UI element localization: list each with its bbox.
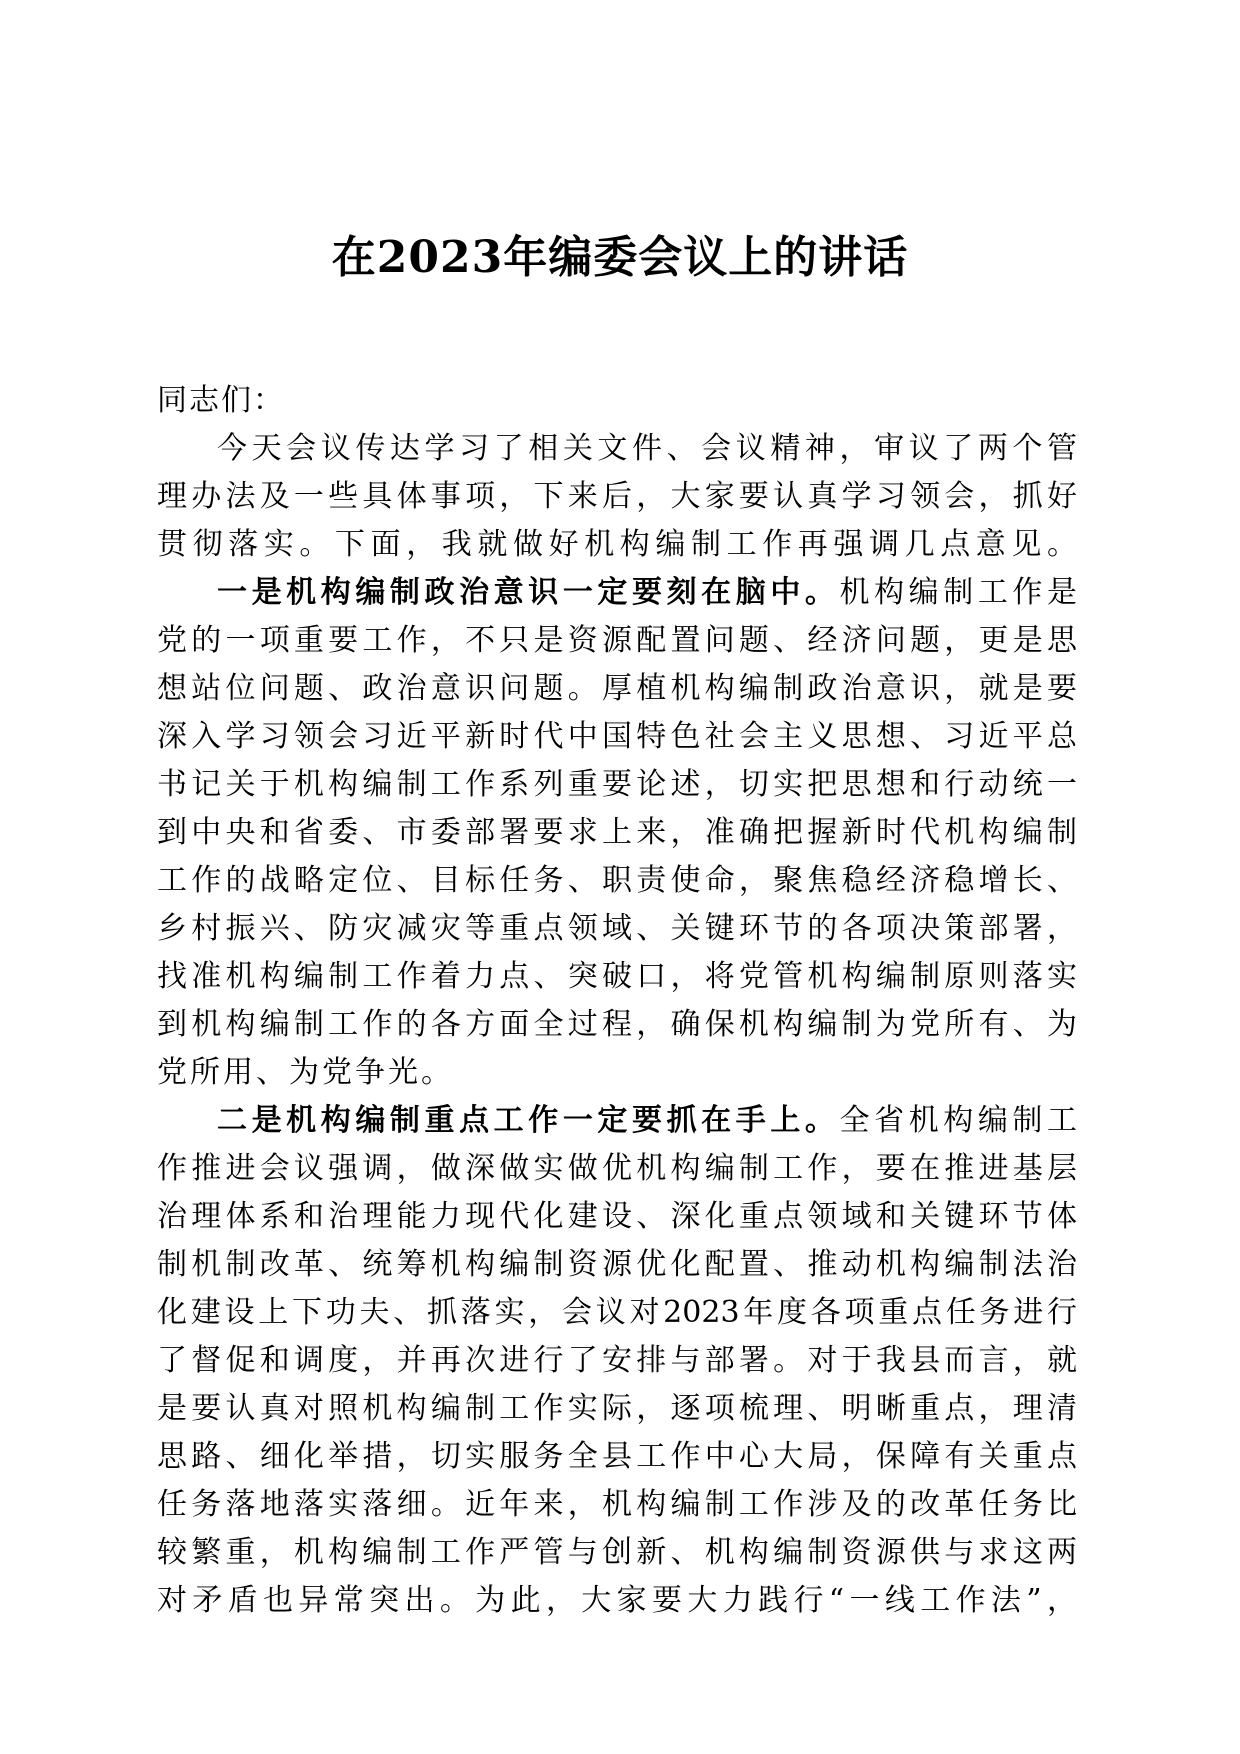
paragraph-2-line-7: 工作的战略定位、目标任务、职责使命，聚焦稳经济稳增长、 [157,863,1077,898]
paragraph-2-first-line-rest: 机构编制工作是 [839,575,1077,610]
paragraph-2-line-5: 书记关于机构编制工作系列重要论述，切实把思想和行动统一 [157,767,1077,802]
paragraph-3-line-8: 思路、细化举措，切实服务全县工作中心大局，保障有关重点 [157,1439,1077,1474]
paragraph-1-line-2: 理办法及一些具体事项，下来后，大家要认真学习领会，抓好 [157,479,1077,514]
salutation: 同志们： [157,383,285,418]
paragraph-3-heading: 二是机构编制重点工作一定要抓在手上。 [217,1103,840,1138]
paragraph-1-line-3: 贯彻落实。下面，我就做好机构编制工作再强调几点意见。 [157,527,1077,562]
paragraph-3-line-3: 治理体系和治理能力现代化建设、深化重点领域和关键环节体 [157,1199,1077,1234]
paragraph-3-line-9: 任务落地落实落细。近年来，机构编制工作涉及的改革任务比 [157,1487,1077,1522]
paragraph-3-line-2: 作推进会议强调，做深做实做优机构编制工作，要在推进基层 [157,1151,1077,1186]
paragraph-2-line-4: 深入学习领会习近平新时代中国特色社会主义思想、习近平总 [157,719,1077,754]
paragraph-2-line-6: 到中央和省委、市委部署要求上来，准确把握新时代机构编制 [157,815,1077,850]
paragraph-2-line-3: 想站位问题、政治意识问题。厚植机构编制政治意识，就是要 [157,671,1077,706]
paragraph-2-line-11: 党所用、为党争光。 [157,1055,454,1090]
paragraph-2-line-2: 党的一项重要工作，不只是资源配置问题、经济问题，更是思 [157,623,1077,658]
paragraph-3-line-5: 化建设上下功夫、抓落实，会议对2023年度各项重点任务进行 [157,1295,1077,1330]
paragraph-3-line-6: 了督促和调度，并再次进行了安排与部署。对于我县而言，就 [157,1343,1077,1378]
paragraph-2-line-9: 找准机构编制工作着力点、突破口，将党管机构编制原则落实 [157,959,1077,994]
paragraph-3-line-11: 对矛盾也异常突出。为此，大家要大力践行“一线工作法”， [157,1583,1077,1618]
paragraph-3-line-1 [217,1101,1077,1141]
paragraph-1-line-1: 今天会议传达学习了相关文件、会议精神，审议了两个管 [217,431,1077,466]
document-title: 在2023年编委会议上的讲话 [331,232,909,283]
paragraph-3-line-10: 较繁重，机构编制工作严管与创新、机构编制资源供与求这两 [157,1535,1077,1570]
paragraph-3-line-7: 是要认真对照机构编制工作实际，逐项梳理、明晰重点，理清 [157,1391,1077,1426]
paragraph-2-heading: 一是机构编制政治意识一定要刻在脑中。 [217,575,840,610]
paragraph-2-line-8: 乡村振兴、防灾减灾等重点领域、关键环节的各项决策部署， [157,911,1077,946]
paragraph-3-first-line-rest: 全省机构编制工 [839,1103,1077,1138]
paragraph-2-line-1 [217,573,1077,613]
paragraph-2-line-10: 到机构编制工作的各方面全过程，确保机构编制为党所有、为 [157,1007,1077,1042]
paragraph-3-line-4: 制机制改革、统筹机构编制资源优化配置、推动机构编制法治 [157,1247,1077,1282]
